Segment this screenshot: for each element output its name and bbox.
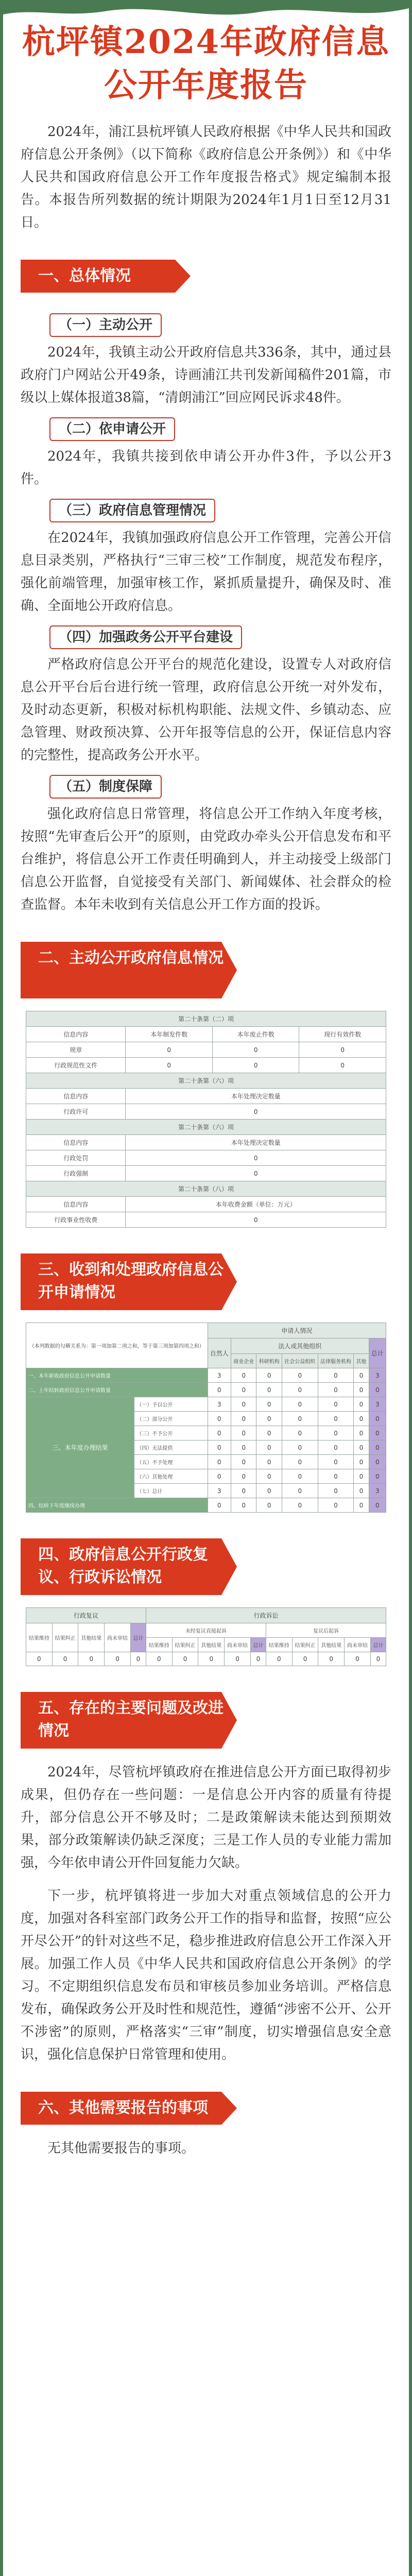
table2-row-label: （四）无法提供: [134, 1440, 208, 1455]
table3-col: 尚未审结: [345, 1638, 371, 1652]
table2-cell: 0: [256, 1469, 282, 1484]
table1-cell: 0: [212, 1042, 299, 1058]
management-paragraph: 在2024年，我镇加强政府信息公开工作管理，完善公开信息目录类别，严格执行“三审三校”工作制度，规范发布程序，强化前端管理，加强审核工作，紧抓质量提升，确保及时、准确、全面地公开政府信息。: [21, 530, 391, 614]
table2-cell: 0: [231, 1469, 256, 1484]
table2-cell: 0: [354, 1383, 369, 1397]
table2-cell: 3: [369, 1397, 386, 1412]
table1-cell: 0: [126, 1042, 213, 1058]
table3-col: 总计: [250, 1638, 266, 1652]
table2-row-label: （五）不予处理: [134, 1455, 208, 1469]
table1-col-info: 信息内容: [26, 1027, 126, 1042]
table3-col: 结果纠正: [172, 1638, 198, 1652]
table2-cell: 0: [282, 1412, 318, 1426]
table2-cell: 0: [369, 1455, 386, 1469]
section-6-banner: [21, 2092, 237, 2125]
table2-row-label: 一、本年新收政府信息公开申请数量: [26, 1368, 208, 1383]
table2-cell: 0: [256, 1368, 282, 1383]
table2-cell: 0: [231, 1397, 256, 1412]
table2-total: 总计: [369, 1338, 386, 1368]
table1-row-permit: 行政许可: [26, 1104, 126, 1120]
table3-cell: 0: [105, 1652, 131, 1666]
table2-cell: 0: [208, 1383, 231, 1397]
table2-col: 其他: [354, 1354, 369, 1368]
table3-col: 尚未审结: [225, 1638, 251, 1652]
table3-cell: 0: [52, 1652, 78, 1666]
table1-col-made: 本年制发件数: [126, 1027, 213, 1042]
table1-col-info-2: 信息内容: [26, 1089, 126, 1104]
table2-cell: 0: [354, 1498, 369, 1513]
table2-natural: 自然人: [208, 1338, 231, 1368]
table1-header-item3: 第二十条第（六）项: [26, 1120, 386, 1135]
table3-cell: 0: [318, 1652, 345, 1666]
problems-paragraph-1: 2024年，尽管杭坪镇政府在推进信息公开方面已取得初步成果，但仍存在一些问题：一是信息公开内容的质量有待提升，部分信息公开不够及时；二是政策解读未能达到预期效果，部分政策解读仍缺乏深度；三是工作人员的专业能力需加强，今年依申请公开件回复能力欠缺。: [21, 1765, 391, 1871]
system-paragraph: 强化政府信息日常管理，将信息公开工作纳入年度考核，按照“先审查后公开”的原则，由党政办牵头公开信息发布和平台维护，将信息公开工作责任明确到人，并主动接受上级部门信息公开监督，自觉接受有关部门、新闻媒体、社会群众的检查监督。本年未收到有关信息公开工作方面的投诉。: [21, 806, 391, 912]
table2-cell: 0: [354, 1484, 369, 1498]
table2-cell: 0: [208, 1469, 231, 1484]
table2-cell: 0: [256, 1383, 282, 1397]
table2-cell: 3: [208, 1484, 231, 1498]
table1-col-valid: 现行有效件数: [299, 1027, 386, 1042]
table2-cell: 0: [256, 1412, 282, 1426]
problems-paragraph-2: 下一步，杭坪镇将进一步加大对重点领域信息的公开力度，加强对各科室部门政务公开工作的指导和监督，按照“应公开尽公开”的针对这些不足，稳步推进政府信息公开工作深入开展。加强工作人员《中华人民共和国政府信息公开条例》的学习。不定期组织信息发布员和审核员参加业务培训。严格信息发布，确保政务公开及时性和规范性，遵循“涉密不公开、公开不涉密”的原则，严格落实“三审”制度，切实增强信息安全意识，强化信息保护日常管理和使用。: [21, 1888, 391, 2062]
table2-left-header: （本列数据的勾稽关系为：第一项加第二项之和，等于第三项加第四项之和）: [26, 1323, 208, 1368]
table1-col-repeal: 本年废止件数: [212, 1027, 299, 1042]
table1-header-item4: 第二十条第（八）项: [26, 1181, 386, 1197]
table3-col: 尚未审结: [105, 1623, 131, 1652]
table2-cell: 0: [282, 1383, 318, 1397]
table3-cell: 0: [198, 1652, 225, 1666]
section-1-title: 一、总体情况: [38, 267, 131, 285]
table2-cell: 0: [282, 1397, 318, 1412]
table3-cell: 0: [370, 1652, 386, 1666]
table2-cell: 0: [369, 1440, 386, 1455]
table2-cell: 0: [282, 1484, 318, 1498]
table2-cell: 3: [369, 1484, 386, 1498]
table1-cell: 0: [126, 1104, 386, 1120]
table2-row-label: 二、上年结转政府信息公开申请数量: [26, 1383, 208, 1397]
table2-cell: 0: [231, 1383, 256, 1397]
table2-cell: 0: [231, 1484, 256, 1498]
table2-cell: 0: [318, 1383, 354, 1397]
table2-cell: 0: [282, 1368, 318, 1383]
table2-cell: 0: [318, 1368, 354, 1383]
section-5-title: 五、存在的主要问题及改进情况: [38, 1699, 224, 1740]
table2-cell: 0: [369, 1498, 386, 1513]
table2-cell: 0: [318, 1484, 354, 1498]
proactive-paragraph: 2024年，我镇主动公开政府信息共336条，其中，通过县政府门户网站公开49条，诗画浦江共刊发新闻稿件201篇，市级以上媒体报道38篇，“清朗浦江”回应网民诉求48件。: [21, 345, 391, 405]
table2-row-label: （七）总计: [134, 1484, 208, 1498]
table2-cell: 0: [282, 1455, 318, 1469]
table1-row-force: 行政强制: [26, 1166, 126, 1181]
table3-col: 结果维持: [146, 1638, 172, 1652]
table3-col: 结果维持: [26, 1623, 53, 1652]
table2-col: 商业企业: [231, 1354, 256, 1368]
table2-cell: 0: [354, 1440, 369, 1455]
table3-cell: 0: [225, 1652, 251, 1666]
table2-cell: 0: [231, 1368, 256, 1383]
request-paragraph: 2024年，我镇共接到依申请公开办件3件，予以公开3件。: [21, 449, 391, 487]
table2-cell: 0: [282, 1469, 318, 1484]
table2-row: [26, 1498, 386, 1513]
table2-cell: 0: [208, 1412, 231, 1426]
table2-row-label: （三）不予公开: [134, 1426, 208, 1440]
table2-cell: 0: [231, 1498, 256, 1513]
table2-cell: 0: [282, 1426, 318, 1440]
table2-cell: 0: [318, 1412, 354, 1426]
table2-cell: 0: [369, 1412, 386, 1426]
table1-cell: 0: [126, 1058, 213, 1073]
table1-col-info-3: 信息内容: [26, 1135, 126, 1150]
table3-col: 总计: [130, 1623, 146, 1652]
subheading-proactive: （一）主动公开: [49, 313, 162, 337]
table2-cell: 0: [208, 1498, 231, 1513]
other-paragraph: 无其他需要报告的事项。: [47, 2141, 195, 2156]
table2-cell: 0: [256, 1440, 282, 1455]
intro-paragraph: 2024年，浦江县杭坪镇人民政府根据《中华人民共和国政府信息公开条例》（以下简称《政府信息公开条例》）和《中华人民共和国政府信息公开工作年度报告格式》规定编制本报告。本报告所列数据的统计期限为2024年1月1日至12月31日。: [21, 124, 391, 230]
table2-cell: 0: [354, 1469, 369, 1484]
section-4-banner: [21, 1538, 237, 1595]
table2-side-label: 三、本年度办理结果: [26, 1397, 134, 1498]
table2-cell: 3: [208, 1368, 231, 1383]
table3-cell: 0: [345, 1652, 371, 1666]
table2-cell: 0: [318, 1440, 354, 1455]
table1-cell: 0: [212, 1058, 299, 1073]
table2-col: 社会公益组织: [282, 1354, 318, 1368]
table3-cell: 0: [26, 1652, 53, 1666]
section-1-banner: [21, 260, 191, 293]
section-4-title: 四、政府信息公开行政复议、行政诉讼情况: [38, 1546, 208, 1586]
subheading-platform: （四）加强政务公开平台建设: [49, 625, 242, 649]
table3-cell: 0: [292, 1652, 318, 1666]
table2-legal: 法人或其他组织: [231, 1338, 369, 1354]
table3-cell: 0: [266, 1652, 292, 1666]
platform-paragraph: 严格政府信息公开平台的规范化建设，设置专人对政府信息公开平台后台进行统一管理，政府信息公开统一对外发布，及时动态更新，积极对标机构职能、法规文件、乡镇动态、应急管理、财政预决算、公开年报等信息的公开，保证信息内容的完整性，提高政务公开水平。: [21, 657, 391, 763]
table2-cell: 0: [282, 1440, 318, 1455]
table3-col: 结果纠正: [292, 1638, 318, 1652]
table1-col-fee: 本年收费金额（单位：万元）: [126, 1197, 386, 1212]
table2-cell: 0: [318, 1426, 354, 1440]
table2-cell: 0: [256, 1426, 282, 1440]
table1-cell: 0: [126, 1212, 386, 1228]
table2-cell: 0: [256, 1397, 282, 1412]
top-decoration: [3, 0, 409, 21]
table2-cell: 0: [231, 1426, 256, 1440]
table1-header-item2: 第二十条第（六）项: [26, 1073, 386, 1089]
table1-cell: 0: [299, 1042, 386, 1058]
table2-col: 法律服务机构: [318, 1354, 354, 1368]
table1-row-punish: 行政处罚: [26, 1150, 126, 1166]
table2-cell: 0: [256, 1455, 282, 1469]
table2-cell: 0: [318, 1498, 354, 1513]
table3-col: 结果维持: [266, 1638, 292, 1652]
table2-row: [26, 1368, 386, 1383]
table1-cell: 0: [126, 1166, 386, 1181]
table1-col-count-2: 本年处理决定数量: [126, 1135, 386, 1150]
table2-cell: 0: [282, 1498, 318, 1513]
table2-cell: 0: [369, 1426, 386, 1440]
table2-cell: 0: [369, 1469, 386, 1484]
table1-row-rules: 规章: [26, 1042, 126, 1058]
table2-cell: 0: [208, 1440, 231, 1455]
table3-col: 结果纠正: [52, 1623, 78, 1652]
section-3-title: 三、收到和处理政府信息公开申请情况: [38, 1261, 224, 1301]
table2-cell: 0: [208, 1455, 231, 1469]
table3-col: 未经复议直接起诉: [146, 1623, 266, 1638]
table3-col: 复议后起诉: [266, 1623, 386, 1638]
table2-row: [26, 1383, 386, 1397]
table2-row-label: （一）予以公开: [134, 1397, 208, 1412]
table2-col: 科研机构: [256, 1354, 282, 1368]
table3-col: 其他结果: [78, 1623, 105, 1652]
report-title: 杭坪镇2024年政府信息公开年度报告: [22, 23, 390, 105]
table3-values-row: [26, 1652, 386, 1666]
table2-cell: 3: [369, 1368, 386, 1383]
table2-cell: 0: [354, 1455, 369, 1469]
subheading-request: （二）依申请公开: [49, 417, 175, 441]
table3-cell: 0: [78, 1652, 105, 1666]
table3-review: 行政复议: [26, 1608, 146, 1623]
table1-col-info-4: 信息内容: [26, 1197, 126, 1212]
table2-row-label: （二）部分公开: [134, 1412, 208, 1426]
table2-cell: 0: [354, 1397, 369, 1412]
table2-cell: 0: [318, 1469, 354, 1484]
section-6-title: 六、其他需要报告的事项: [38, 2099, 208, 2117]
review-lawsuit-table: [26, 1607, 386, 1666]
table2-cell: 3: [208, 1397, 231, 1412]
table3-cell: 0: [172, 1652, 198, 1666]
table2-cell: 0: [256, 1484, 282, 1498]
table2-applicant-header: 申请人情况: [208, 1323, 386, 1338]
table2-cell: 0: [256, 1498, 282, 1513]
table3-col: 总计: [370, 1638, 386, 1652]
section-5-banner: [21, 1692, 237, 1749]
application-table: [26, 1323, 386, 1513]
table1-row-norm: 行政规范性文件: [26, 1058, 126, 1073]
table3-cell: 0: [146, 1652, 172, 1666]
table2-cell: 0: [231, 1440, 256, 1455]
table2-row: [26, 1397, 386, 1412]
table3-cell: 0: [250, 1652, 266, 1666]
table2-cell: 0: [354, 1426, 369, 1440]
table1-row-fee: 行政事业性收费: [26, 1212, 126, 1228]
table2-cell: 0: [318, 1455, 354, 1469]
proactive-table: [26, 1011, 386, 1228]
table3-lawsuit: 行政诉讼: [146, 1608, 386, 1623]
table2-row-label: 四、结转下年度继续办理: [26, 1498, 208, 1513]
table1-header-item1: 第二十条第（二）项: [26, 1011, 386, 1027]
table1-cell: 0: [126, 1150, 386, 1166]
table2-cell: 0: [318, 1397, 354, 1412]
table2-cell: 0: [208, 1426, 231, 1440]
table2-cell: 0: [369, 1383, 386, 1397]
table1-cell: 0: [299, 1058, 386, 1073]
subheading-management: （三）政府信息管理情况: [49, 499, 215, 522]
section-2-banner: [21, 942, 237, 998]
section-3-banner: [21, 1253, 237, 1310]
table1-col-count: 本年处理决定数量: [126, 1089, 386, 1104]
table2-cell: 0: [231, 1412, 256, 1426]
section-2-title: 二、主动公开政府信息情况: [38, 949, 224, 967]
table2-cell: 0: [231, 1455, 256, 1469]
table3-cell: 0: [130, 1652, 146, 1666]
table3-col: 其他结果: [318, 1638, 345, 1652]
table2-cell: 0: [354, 1368, 369, 1383]
table2-row-label: （六）其他处理: [134, 1469, 208, 1484]
table3-col: 其他结果: [198, 1638, 225, 1652]
table2-cell: 0: [354, 1412, 369, 1426]
subheading-system: （五）制度保障: [49, 775, 162, 799]
